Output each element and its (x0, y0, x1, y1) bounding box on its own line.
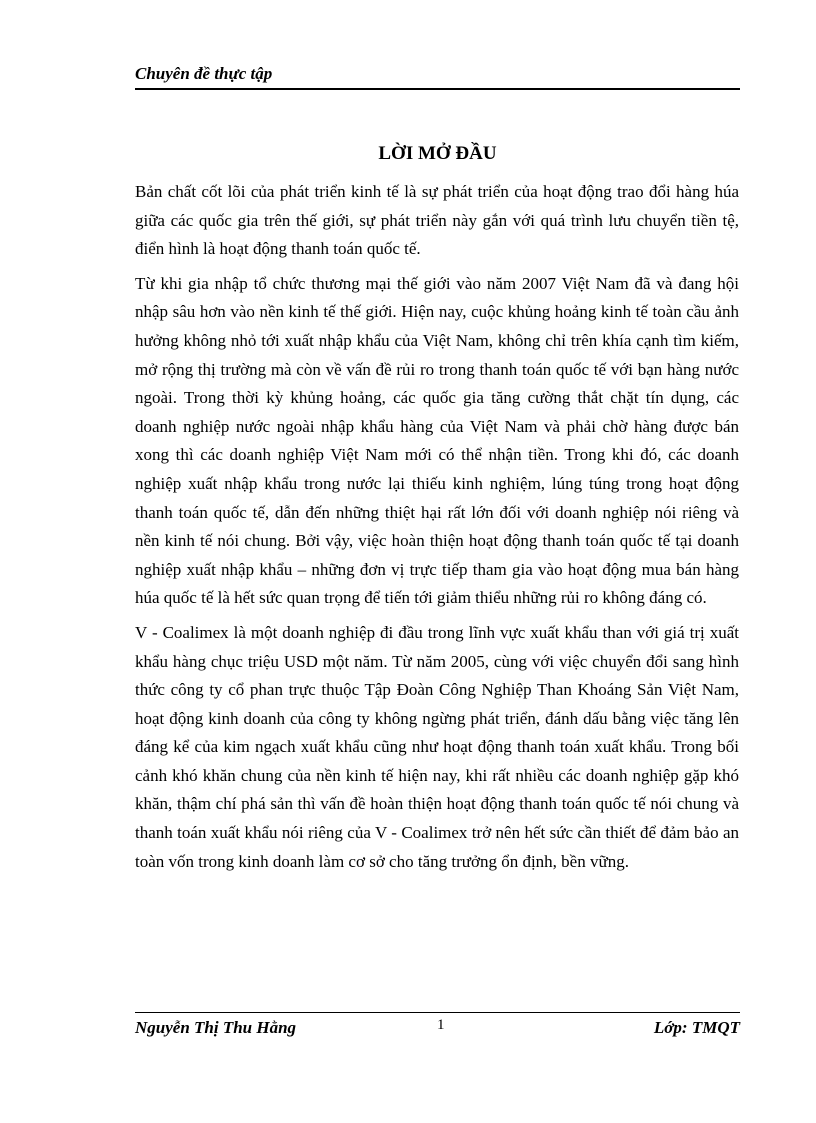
paragraph-1: Bản chất cốt lõi của phát triển kinh tế là sự phát triển của hoạt động trao đổi hàng húa giữa các quốc gia trên thế giới, sự phát triển này gắn với quá trình lưu chuyển tiền tệ, điển hình là hoạt động thanh toán quốc tế. (135, 182, 739, 259)
paragraph-3: V - Coalimex là một doanh nghiệp đi đầu trong lĩnh vực xuất khẩu than với giá trị xuất khẩu hàng chục triệu USD một năm. Từ năm 2005, cùng với việc chuyển đổi sang hình thức công ty cổ phan trực thuộc Tập Đoàn Công Nghiệp Than Khoáng Sản Việt Nam, hoạt động kinh doanh của công ty không ngừng phát triển, đánh dấu bằng việc tăng lên đáng kể của kim ngạch xuất khẩu cũng như hoạt động thanh toán xuất khẩu. Trong bối cảnh khó khăn chung của nền kinh tế hiện nay, khi rất nhiều các doanh nghiệp gặp khó khăn, thậm chí phá sản thì vấn đề hoàn thiện hoạt động thanh toán quốc tế nói chung và thanh toán xuất khẩu nói riêng của V - Coalimex trở nên hết sức cần thiết để đảm bảo an toàn vốn trong kinh doanh làm cơ sở cho tăng trưởng ổn định, bền vững. (135, 622, 739, 871)
footer-class: Lớp: TMQT (653, 1018, 740, 1037)
document-body (135, 178, 739, 882)
page-number: 1 (437, 1017, 445, 1033)
paragraph-2: Từ khi gia nhập tổ chức thương mại thế giới vào năm 2007 Việt Nam đã và đang hội nhập sâu hơn vào nền kinh tế thế giới. Hiện nay, cuộc khủng hoảng kinh tế toàn cầu ảnh hưởng không nhỏ tới xuất nhập khẩu của Việt Nam, không chỉ trên khía cạnh tìm kiếm, mở rộng thị trường mà còn về vấn đề rủi ro trong thanh toán quốc tế với bạn hàng nước ngoài. Trong thời kỳ khủng hoảng, các quốc gia tăng cường thắt chặt tín dụng, các doanh nghiệp nước ngoài nhập khẩu hàng của Việt Nam và phải chờ hàng được bán xong thì các doanh nghiệp Việt Nam mới có thể nhận tiền. Trong khi đó, các doanh nghiệp xuất nhập khẩu trong nước lại thiếu kinh nghiệm, lúng túng trong hoạt động thanh toán quốc tế, dẫn đến những thiệt hại rất lớn đối với doanh nghiệp nói riêng và nền kinh tế nói chung. Bởi vậy, việc hoàn thiện hoạt động thanh toán quốc tế tại doanh nghiệp xuất nhập khẩu – những đơn vị trực tiếp tham gia vào hoạt động mua bán hàng húa quốc tế là hết sức quan trọng để tiến tới giảm thiểu những rủi ro không đáng có. (135, 273, 739, 608)
page-footer (135, 1012, 740, 1053)
document-title: LỜI MỞ ĐẦU (378, 143, 497, 164)
header-title: Chuyên đề thực tập (135, 64, 273, 83)
footer-author: Nguyễn Thị Thu Hằng (135, 1018, 297, 1037)
page-header (135, 62, 740, 90)
